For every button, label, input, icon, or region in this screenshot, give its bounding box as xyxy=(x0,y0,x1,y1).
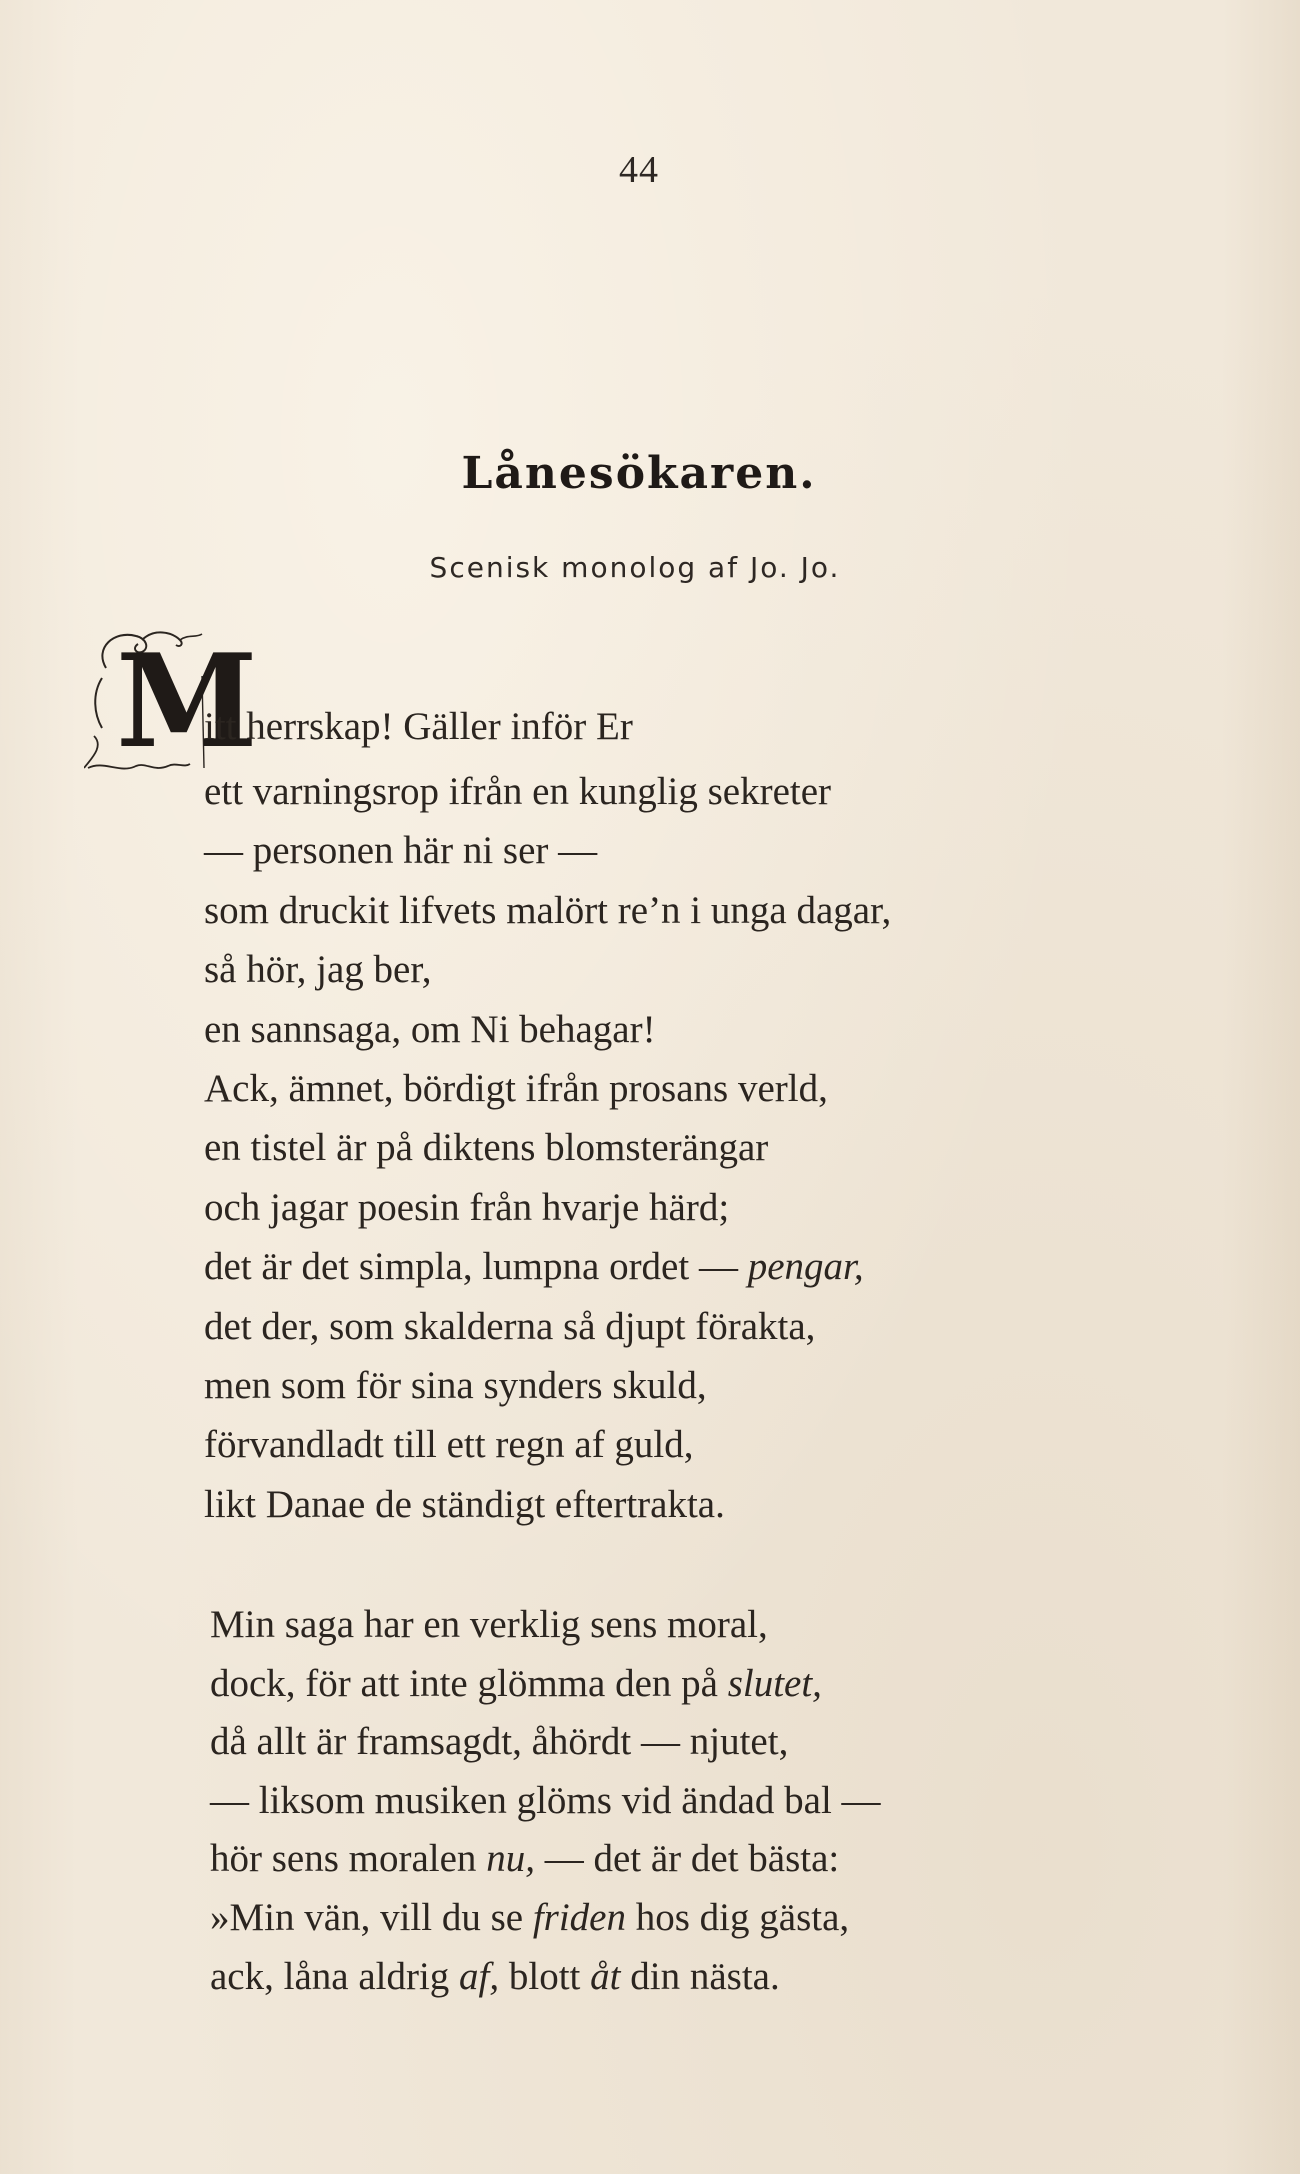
poem-line: Min saga har en verklig sens moral, xyxy=(210,1603,768,1646)
poem-line-text: hör sens moralen xyxy=(210,1837,487,1881)
poem-line: — liksom musiken glöms vid ändad bal — xyxy=(210,1778,881,1822)
poem-line-text: din nästa. xyxy=(620,1954,780,1998)
italic-word: friden xyxy=(532,1895,626,1939)
italic-word: nu, xyxy=(486,1837,535,1881)
poem-line-text: det är det simpla, lumpna ordet — xyxy=(204,1245,738,1289)
poem-line xyxy=(210,1655,1210,1714)
poem-line: som druckit lifvets malört re’n i unga dagar, xyxy=(204,888,892,932)
poem-line-text: hos dig gästa, xyxy=(626,1895,850,1939)
stanza-two xyxy=(210,1596,1210,2006)
poem-line: så hör, jag ber, xyxy=(204,948,432,992)
poem-line xyxy=(210,1948,1210,2007)
poem-line: itt herrskap! Gäller inför Er xyxy=(204,705,633,748)
italic-word: af, xyxy=(459,1954,500,1998)
poem-line: men som för sina synders skuld, xyxy=(204,1363,707,1407)
poem-line: det der, som skalderna så djupt förakta, xyxy=(204,1304,816,1348)
italic-word: slutet, xyxy=(727,1661,822,1705)
italic-word: pengar, xyxy=(747,1245,864,1289)
poem-line: en sannsaga, om Ni behagar! xyxy=(204,1007,656,1051)
poem-line: då allt är framsagdt, åhördt — njutet, xyxy=(210,1720,789,1764)
poem-line-text: — det är det bästa: xyxy=(534,1837,840,1881)
poem-line: förvandladt till ett regn af guld, xyxy=(204,1423,694,1467)
poem-line xyxy=(210,1830,1210,1889)
poem-line: ett varningsrop ifrån en kunglig sekreter xyxy=(204,770,832,813)
poem-line xyxy=(204,1237,1204,1296)
stanza-one xyxy=(204,762,1204,1534)
poem-line-text: dock, för att inte glömma den på xyxy=(210,1661,728,1705)
poem-line: Ack, ämnet, bördigt ifrån prosans verld, xyxy=(204,1066,828,1110)
poem-line: — personen här ni ser — xyxy=(204,829,598,873)
poem-line: likt Danae de ständigt eftertrakta. xyxy=(204,1482,725,1526)
poem-line-text: »Min vän, vill du se xyxy=(210,1895,533,1939)
poem-line-text: ack, låna aldrig xyxy=(210,1954,460,1998)
drop-cap-letter: M xyxy=(116,627,258,777)
poem-line xyxy=(210,1889,1210,1948)
poem-line-text: blott xyxy=(499,1954,591,1998)
poem-line: och jagar poesin från hvarje härd; xyxy=(204,1185,730,1229)
poem-line: en tistel är på diktens blomsterängar xyxy=(204,1126,769,1170)
poem-subtitle: Scenisk monolog af Jo. Jo. xyxy=(429,551,841,584)
ornamental-drop-cap xyxy=(84,618,258,788)
italic-word: åt xyxy=(590,1954,621,1998)
page-number: 44 xyxy=(619,149,659,191)
poem-title: Lånesökaren. xyxy=(461,448,817,499)
